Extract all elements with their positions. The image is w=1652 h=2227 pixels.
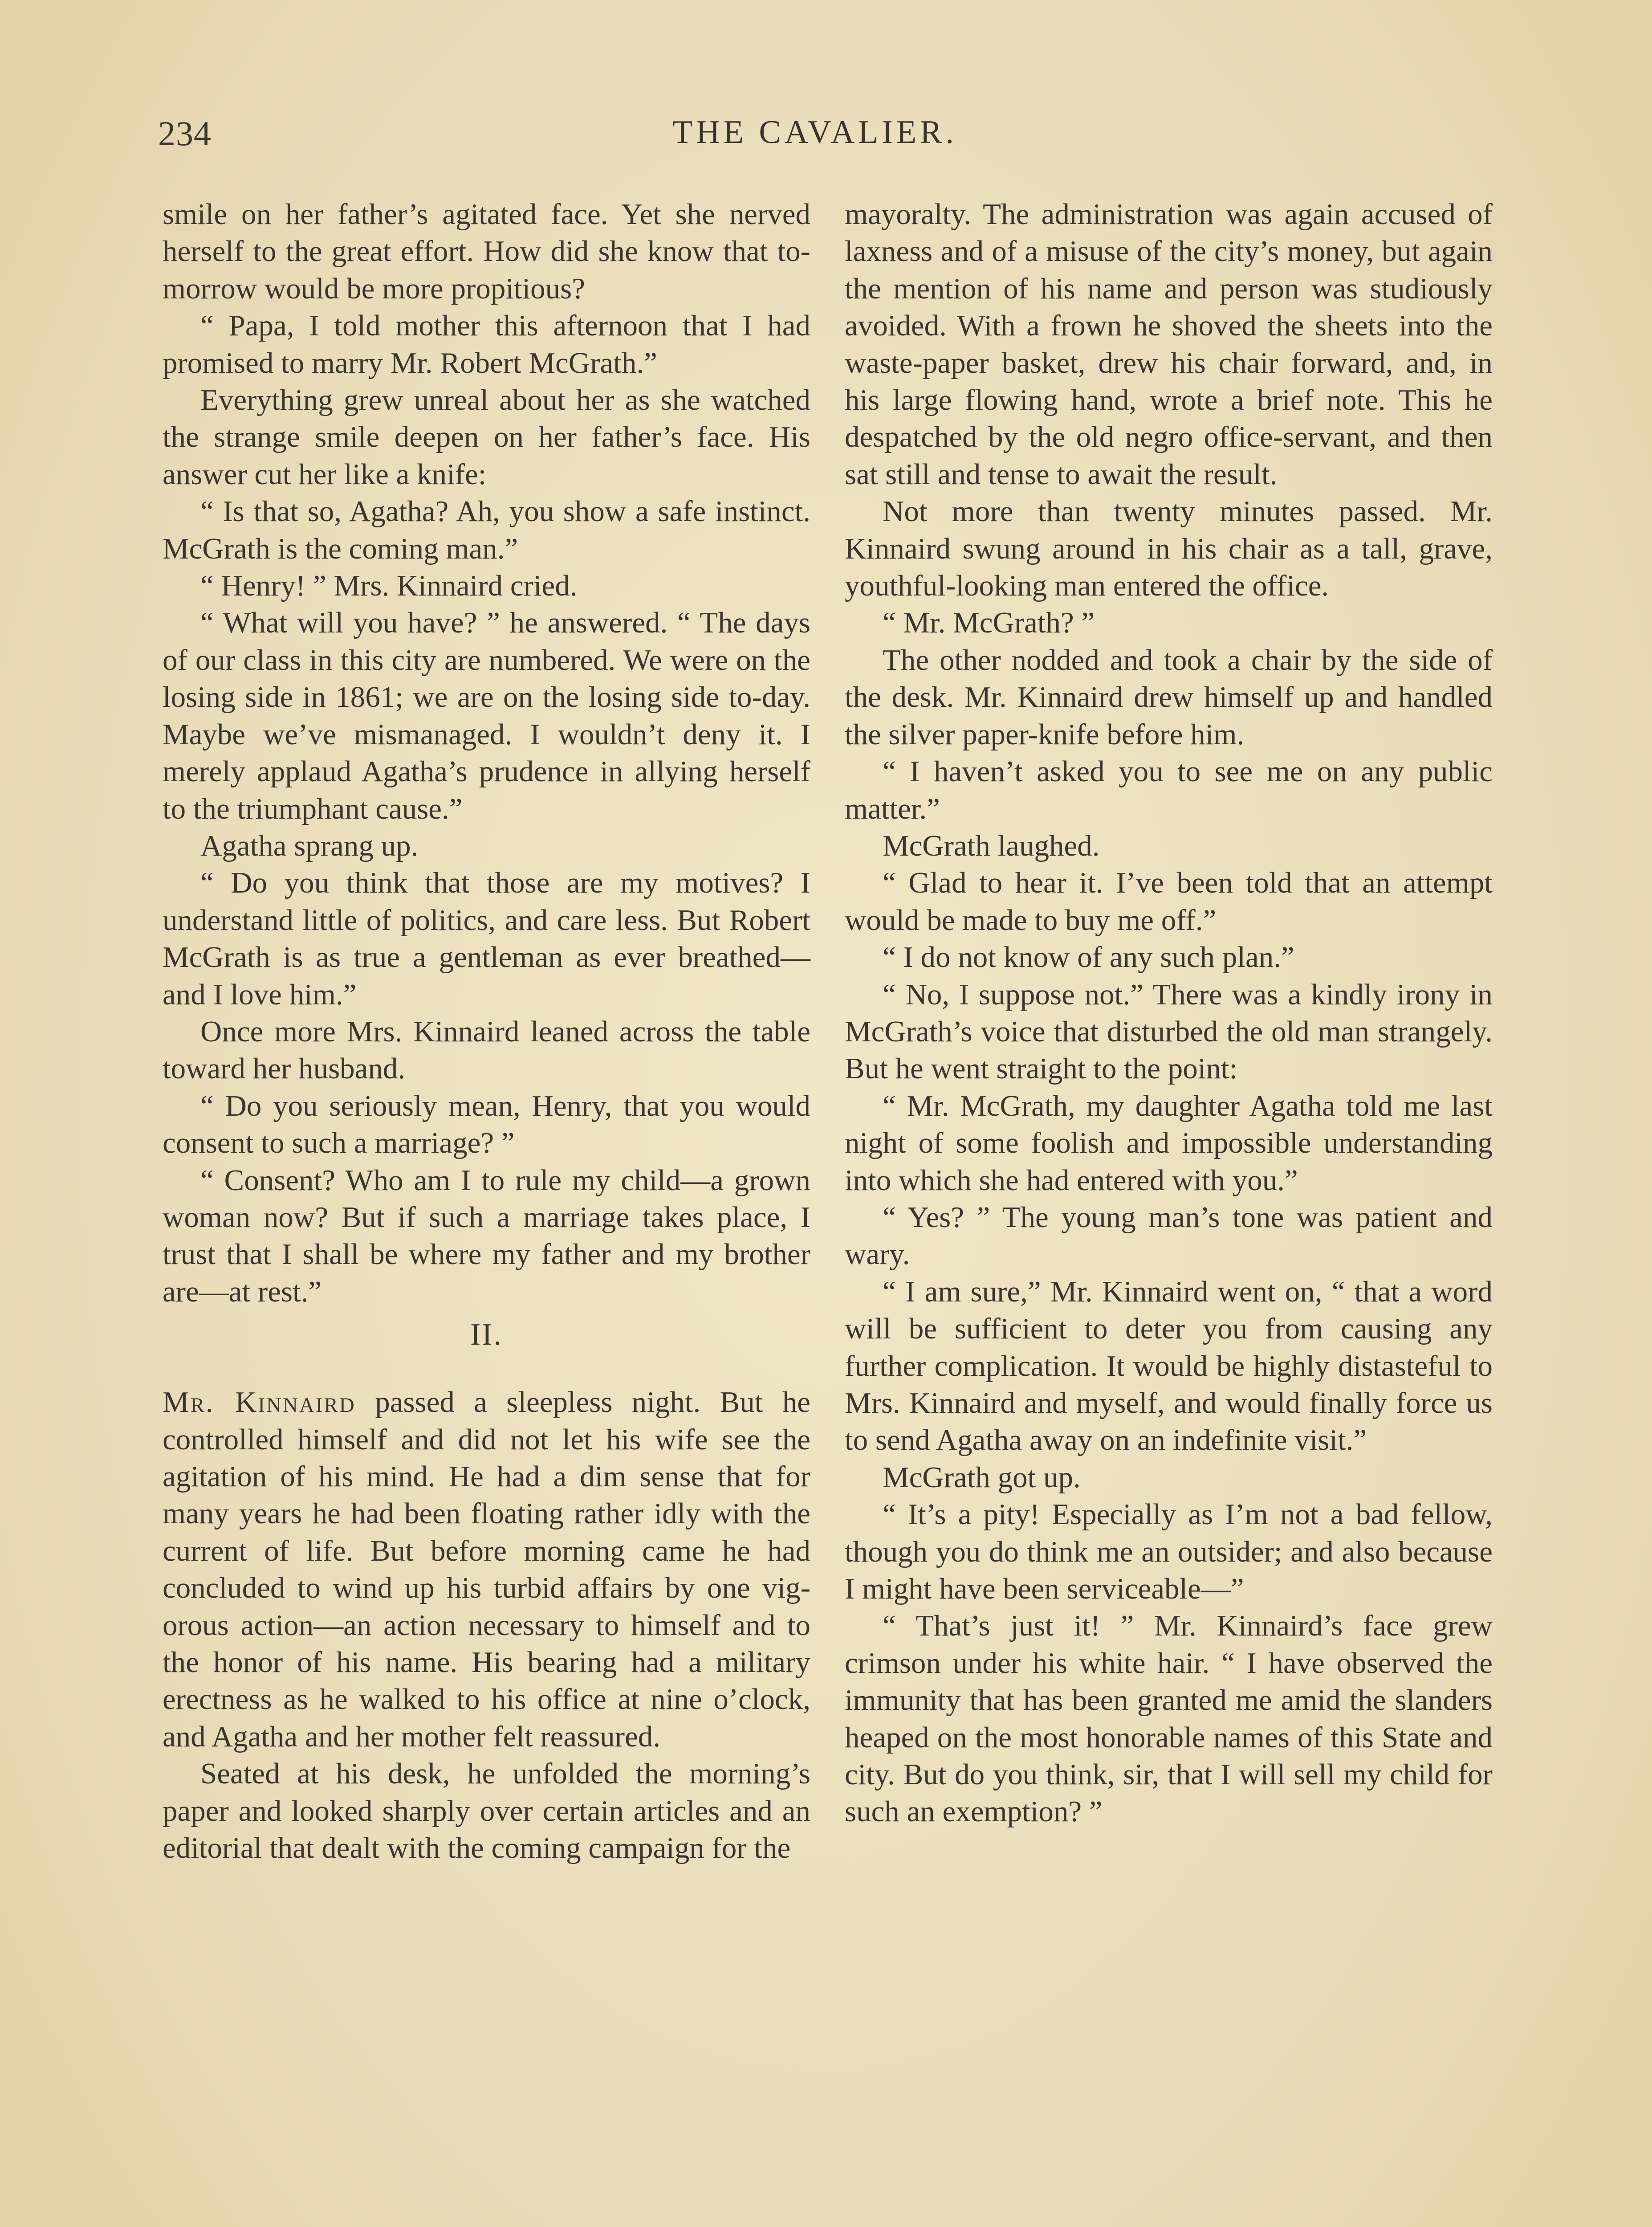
- paragraph: “ That’s just it! ” Mr. Kinnaird’s face grew crimson under his white hair. “ I have observed the immunity that has been granted me amid the slanders heaped on the most honorable names of this State and city. But do you think, sir, that I will sell my child for such an exemption? ”: [845, 1609, 1493, 1828]
- paragraph-text: passed a sleepless night. But he controlled himself and did not let his wife see the agitation of his mind. He had a dim sense that for many years he had been floating rather idly with the current of life. But before morning came he had concluded to wind up his turbid affairs by one vigorous action—an action necessary to himself and to the honor of his name. His bearing had a military erectness as he walked to his office at nine o’clock, and Agatha and her mother felt reassured.: [163, 1386, 811, 1753]
- section-heading: II.: [470, 1317, 503, 1352]
- page-header: [158, 114, 1472, 163]
- paragraph: [163, 1384, 810, 1755]
- running-head: THE CAVALIER.: [672, 114, 957, 151]
- paragraph: “ I am sure,” Mr. Kinnaird went on, “ that a word will be sufficient to deter you from causing any further complication. It would be highly distasteful to Mrs. Kinnaird and myself, and would finally force us to send Agatha away on an indefinite visit.”: [845, 1275, 1493, 1457]
- paragraph: smile on her father’s agitated face. Yet she nerved herself to the great effort. How did she know that to-morrow would be more propitious?: [163, 198, 810, 305]
- paragraph: “ Consent? Who am I to rule my child—a grown woman now? But if such a marriage takes place, I trust that I shall be where my father and my brother are—at rest.”: [163, 1163, 810, 1308]
- small-caps-lead: Mr. Kinnaird: [163, 1386, 356, 1419]
- paragraph: “ No, I suppose not.” There was a kindly irony in McGrath’s voice that disturbed the old man strangely. But he went straight to the point:: [845, 978, 1493, 1085]
- paragraph: “ Is that so, Agatha? Ah, you show a safe instinct. McGrath is the coming man.”: [163, 495, 810, 565]
- paragraph: McGrath laughed.: [883, 829, 1100, 862]
- paragraph: “ What will you have? ” he answered. “ The days of our class in this city are numbered. We were on the losing side in 1861; we are on the losing side to-day. Maybe we’ve mismanaged. I wouldn’t deny it. I merely applaud Agatha’s prudence in allying herself to the triumphant cause.”: [163, 606, 810, 825]
- paragraph: “ Papa, I told mother this afternoon that I had promised to marry Mr. Robert McGrath.”: [163, 309, 810, 379]
- paragraph: Once more Mrs. Kinnaird leaned across the table toward her husband.: [163, 1015, 810, 1085]
- paragraph: “ Do you seriously mean, Henry, that you would consent to such a marriage? ”: [163, 1089, 810, 1160]
- right-column: [845, 196, 1493, 1831]
- paragraph: Seated at his desk, he unfolded the morning’s paper and looked sharply over certain articles and an editorial that dealt with the coming campaign for the: [163, 1757, 810, 1865]
- paragraph: “ Glad to hear it. I’ve been told that an attempt would be made to buy me off.”: [845, 866, 1493, 937]
- paragraph: mayoralty. The administration was again accused of laxness and of a misuse of the city’s money, but again the mention of his name and person was studiously avoided. With a frown he shoved the sheets into the waste-paper basket, drew his chair forward, and, in his large flowing hand, wrote a brief note. This he despatched by the old negro office-servant, and then sat still and tense to await the result.: [845, 198, 1493, 491]
- paragraph: Agatha sprang up.: [200, 829, 419, 862]
- paragraph: “ Henry! ” Mrs. Kinnaird cried.: [200, 569, 578, 603]
- paragraph: “ Do you think that those are my motives? I understand little of politics, and care less. But Robert McGrath is as true a gentleman as ever breathed— and I love him.”: [163, 866, 810, 1011]
- paragraph: “ Yes? ” The young man’s tone was patient and wary.: [845, 1200, 1493, 1271]
- section-gap: [163, 1364, 810, 1384]
- page-number: 234: [158, 114, 212, 153]
- paragraph: Not more than twenty minutes passed. Mr. Kinnaird swung around in his chair as a tall, grave, youthful-looking man entered the office.: [845, 495, 1493, 603]
- paragraph: “ I haven’t asked you to see me on any public matter.”: [845, 755, 1493, 825]
- paragraph: McGrath got up.: [883, 1460, 1081, 1494]
- paragraph: “ Mr. McGrath, my daughter Agatha told me last night of some foolish and impossible understanding into which she had entered with you.”: [845, 1089, 1493, 1197]
- paragraph: “ I do not know of any such plan.”: [883, 941, 1294, 974]
- paragraph: “ It’s a pity! Especially as I’m not a bad fellow, though you do think me an outsider; and also because I might have been serviceable—”: [845, 1498, 1493, 1606]
- paragraph: “ Mr. McGrath? ”: [883, 606, 1095, 640]
- paragraph: The other nodded and took a chair by the side of the desk. Mr. Kinnaird drew himself up and handled the silver paper-knife before him.: [845, 643, 1493, 751]
- paragraph: Everything grew unreal about her as she watched the strange smile deepen on her father’s face. His answer cut her like a knife:: [163, 383, 810, 491]
- left-column: [163, 196, 810, 1867]
